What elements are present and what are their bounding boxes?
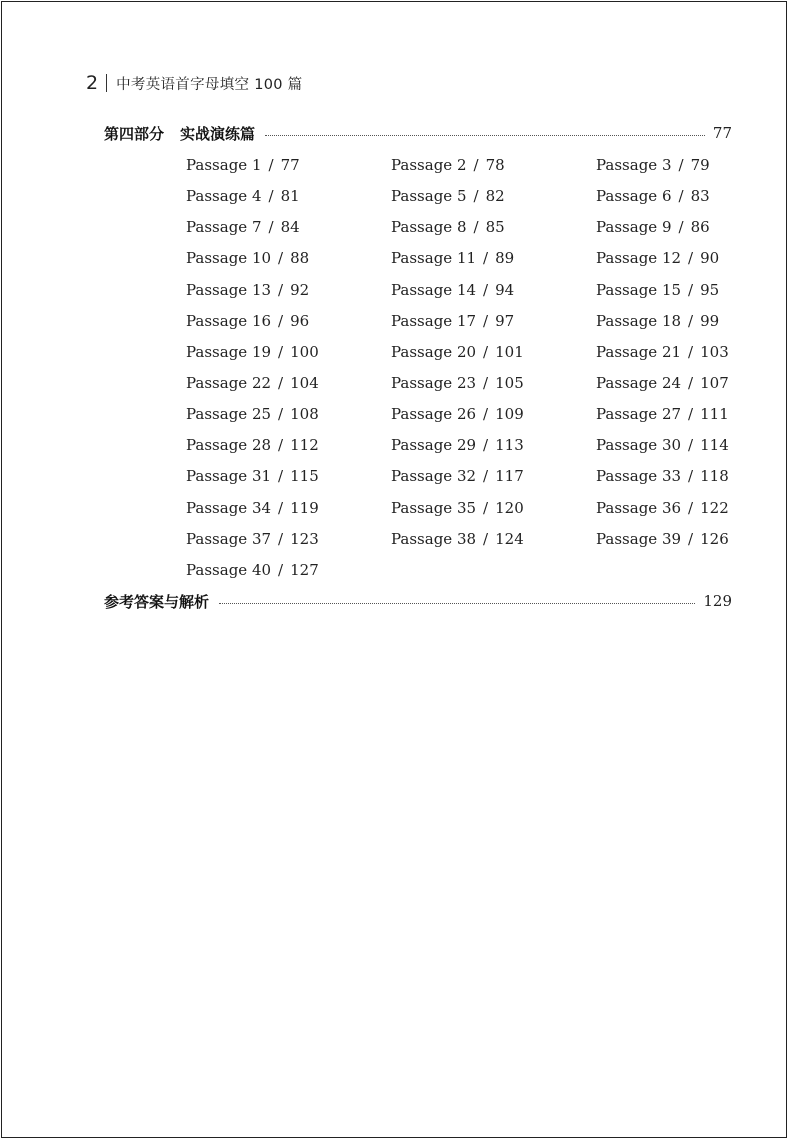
toc-entry-passage[interactable]	[596, 526, 746, 557]
passage-page-number: 115	[290, 467, 319, 486]
toc-entry-passage[interactable]	[596, 183, 746, 214]
passage-list	[186, 152, 746, 588]
passage-page-number: 111	[700, 405, 729, 424]
separator: /	[483, 436, 489, 455]
toc-entry-passage[interactable]	[596, 152, 746, 183]
passage-name: Passage 36	[596, 498, 682, 517]
passage-name: Passage 37	[186, 529, 272, 548]
separator: /	[278, 342, 284, 361]
separator: /	[268, 218, 274, 237]
passage-page-number: 109	[495, 405, 524, 424]
passage-name: Passage 22	[186, 373, 272, 392]
toc-entry-passage[interactable]	[186, 557, 391, 588]
toc-entry-passage[interactable]	[391, 308, 596, 339]
separator: /	[278, 249, 284, 268]
passage-name: Passage 15	[596, 280, 682, 299]
separator: /	[483, 373, 489, 392]
passage-name: Passage 32	[391, 467, 477, 486]
passage-page-number: 103	[700, 342, 729, 361]
separator: /	[278, 498, 284, 517]
dot-leader	[265, 135, 705, 136]
passage-page-number: 123	[290, 529, 319, 548]
page-number: 2	[86, 72, 99, 94]
toc-entry-passage[interactable]	[186, 152, 391, 183]
passage-page-number: 107	[700, 373, 729, 392]
separator: /	[678, 218, 684, 237]
passage-page-number: 113	[495, 436, 524, 455]
toc-entry-passage[interactable]	[186, 339, 391, 370]
passage-name: Passage 23	[391, 373, 477, 392]
passage-page-number: 85	[485, 218, 505, 237]
passage-page-number: 114	[700, 436, 729, 455]
toc-entry-passage[interactable]	[186, 183, 391, 214]
passage-page-number: 94	[495, 280, 515, 299]
book-title: 中考英语首字母填空 100 篇	[116, 76, 303, 93]
passage-name: Passage 2	[391, 156, 467, 174]
toc-entry-passage[interactable]	[186, 463, 391, 494]
separator: /	[688, 249, 694, 268]
toc-entry-passage[interactable]	[391, 432, 596, 463]
passage-page-number: 108	[290, 405, 319, 424]
passage-page-number: 83	[690, 187, 710, 206]
passage-name: Passage 27	[596, 405, 682, 424]
passage-name: Passage 4	[186, 187, 262, 206]
toc-entry-passage[interactable]	[596, 401, 746, 432]
section-part-label: 参考答案与解析	[104, 592, 210, 611]
separator: /	[278, 436, 284, 455]
passage-page-number: 126	[700, 529, 729, 548]
separator: /	[278, 467, 284, 486]
passage-name: Passage 28	[186, 436, 272, 455]
passage-page-number: 104	[290, 373, 319, 392]
passage-name: Passage 9	[596, 218, 672, 237]
passage-name: Passage 16	[186, 311, 272, 330]
passage-page-number: 117	[495, 467, 524, 486]
passage-name: Passage 21	[596, 342, 682, 361]
passage-name: Passage 19	[186, 342, 272, 361]
separator: /	[688, 373, 694, 392]
passage-page-number: 77	[280, 156, 300, 174]
separator: /	[483, 467, 489, 486]
separator: /	[278, 405, 284, 424]
separator: /	[278, 373, 284, 392]
passage-name: Passage 5	[391, 187, 467, 206]
toc-entry-passage[interactable]	[596, 463, 746, 494]
passage-name: Passage 35	[391, 498, 477, 517]
passage-name: Passage 6	[596, 187, 672, 206]
separator: /	[483, 498, 489, 517]
passage-page-number: 101	[495, 342, 524, 361]
toc-entry-passage[interactable]	[186, 370, 391, 401]
passage-page-number: 124	[495, 529, 524, 548]
toc-entry-passage[interactable]	[596, 214, 746, 245]
passage-name: Passage 8	[391, 218, 467, 237]
header-divider	[106, 74, 107, 92]
separator: /	[483, 342, 489, 361]
passage-page-number: 90	[700, 249, 720, 268]
toc-entry-passage[interactable]	[596, 245, 746, 276]
passage-page-number: 78	[485, 156, 505, 174]
passage-name: Passage 17	[391, 311, 477, 330]
passage-page-number: 89	[495, 249, 515, 268]
separator: /	[678, 156, 684, 174]
toc-entry-passage[interactable]	[596, 308, 746, 339]
passage-name: Passage 26	[391, 405, 477, 424]
toc-entry-passage[interactable]	[391, 370, 596, 401]
separator: /	[688, 311, 694, 330]
passage-page-number: 92	[290, 280, 310, 299]
section-page-number: 77	[712, 124, 732, 142]
separator: /	[483, 311, 489, 330]
separator: /	[688, 436, 694, 455]
toc-entry-passage[interactable]	[391, 495, 596, 526]
separator: /	[688, 342, 694, 361]
toc-entry-passage[interactable]	[391, 152, 596, 183]
section-subtitle: 实战演练篇	[180, 124, 256, 143]
passage-name: Passage 30	[596, 436, 682, 455]
toc-section-part-four[interactable]	[104, 121, 732, 145]
toc-entry-passage[interactable]	[186, 495, 391, 526]
separator: /	[278, 529, 284, 548]
passage-name: Passage 31	[186, 467, 272, 486]
section-label	[104, 591, 209, 612]
toc-entry-passage[interactable]	[596, 432, 746, 463]
toc-entry-passage[interactable]	[596, 370, 746, 401]
toc-entry-passage[interactable]	[391, 526, 596, 557]
toc-entry-passage[interactable]	[186, 214, 391, 245]
separator: /	[483, 529, 489, 548]
passage-page-number: 127	[290, 560, 319, 579]
passage-page-number: 95	[700, 280, 720, 299]
passage-name: Passage 24	[596, 373, 682, 392]
dot-leader	[219, 603, 695, 604]
passage-page-number: 81	[280, 187, 300, 206]
toc-entry-passage[interactable]	[391, 339, 596, 370]
passage-name: Passage 29	[391, 436, 477, 455]
section-page-number: 129	[703, 592, 732, 610]
toc-entry-passage[interactable]	[596, 339, 746, 370]
separator: /	[688, 467, 694, 486]
toc-entry-passage[interactable]	[596, 495, 746, 526]
toc-section-answers[interactable]	[104, 589, 732, 613]
separator: /	[688, 529, 694, 548]
passage-page-number: 118	[700, 467, 729, 486]
passage-page-number: 79	[690, 156, 710, 174]
toc-entry-passage[interactable]	[391, 277, 596, 308]
toc-entry-passage[interactable]	[186, 277, 391, 308]
passage-page-number: 96	[290, 311, 310, 330]
toc-entry-passage[interactable]	[186, 245, 391, 276]
passage-name: Passage 14	[391, 280, 477, 299]
passage-name: Passage 13	[186, 280, 272, 299]
separator: /	[473, 156, 479, 174]
passage-name: Passage 11	[391, 249, 477, 268]
passage-name: Passage 20	[391, 342, 477, 361]
passage-page-number: 100	[290, 342, 319, 361]
separator: /	[688, 405, 694, 424]
toc-entry-passage[interactable]	[186, 308, 391, 339]
passage-page-number: 88	[290, 249, 310, 268]
passage-page-number: 86	[690, 218, 710, 237]
passage-name: Passage 18	[596, 311, 682, 330]
passage-page-number: 120	[495, 498, 524, 517]
toc-entry-passage[interactable]	[391, 214, 596, 245]
passage-name: Passage 38	[391, 529, 477, 548]
separator: /	[483, 249, 489, 268]
passage-name: Passage 3	[596, 156, 672, 174]
passage-name: Passage 12	[596, 249, 682, 268]
passage-page-number: 97	[495, 311, 515, 330]
toc-entry-passage[interactable]	[186, 526, 391, 557]
passage-page-number: 99	[700, 311, 720, 330]
section-label	[104, 123, 255, 144]
separator: /	[473, 187, 479, 206]
separator: /	[678, 187, 684, 206]
separator: /	[268, 187, 274, 206]
toc-entry-passage[interactable]	[596, 277, 746, 308]
passage-name: Passage 40	[186, 560, 272, 579]
toc-entry-passage[interactable]	[186, 401, 391, 432]
passage-page-number: 112	[290, 436, 319, 455]
passage-name: Passage 25	[186, 405, 272, 424]
passage-name: Passage 33	[596, 467, 682, 486]
separator: /	[278, 560, 284, 579]
passage-name: Passage 34	[186, 498, 272, 517]
separator: /	[278, 280, 284, 299]
separator: /	[483, 280, 489, 299]
toc-entry-passage[interactable]	[391, 183, 596, 214]
toc-entry-passage[interactable]	[391, 463, 596, 494]
toc-entry-passage[interactable]	[391, 245, 596, 276]
passage-page-number: 122	[700, 498, 729, 517]
passage-page-number: 82	[485, 187, 505, 206]
passage-page-number: 84	[280, 218, 300, 237]
separator: /	[688, 280, 694, 299]
passage-page-number: 105	[495, 373, 524, 392]
section-part-label: 第四部分	[104, 124, 165, 143]
toc-entry-passage[interactable]	[186, 432, 391, 463]
passage-name: Passage 10	[186, 249, 272, 268]
separator: /	[688, 498, 694, 517]
passage-page-number: 119	[290, 498, 319, 517]
passage-name: Passage 39	[596, 529, 682, 548]
running-header	[86, 70, 303, 96]
separator: /	[483, 405, 489, 424]
toc-entry-passage[interactable]	[391, 401, 596, 432]
passage-name: Passage 7	[186, 218, 262, 237]
separator: /	[473, 218, 479, 237]
separator: /	[278, 311, 284, 330]
passage-name: Passage 1	[186, 156, 262, 174]
separator: /	[268, 156, 274, 174]
